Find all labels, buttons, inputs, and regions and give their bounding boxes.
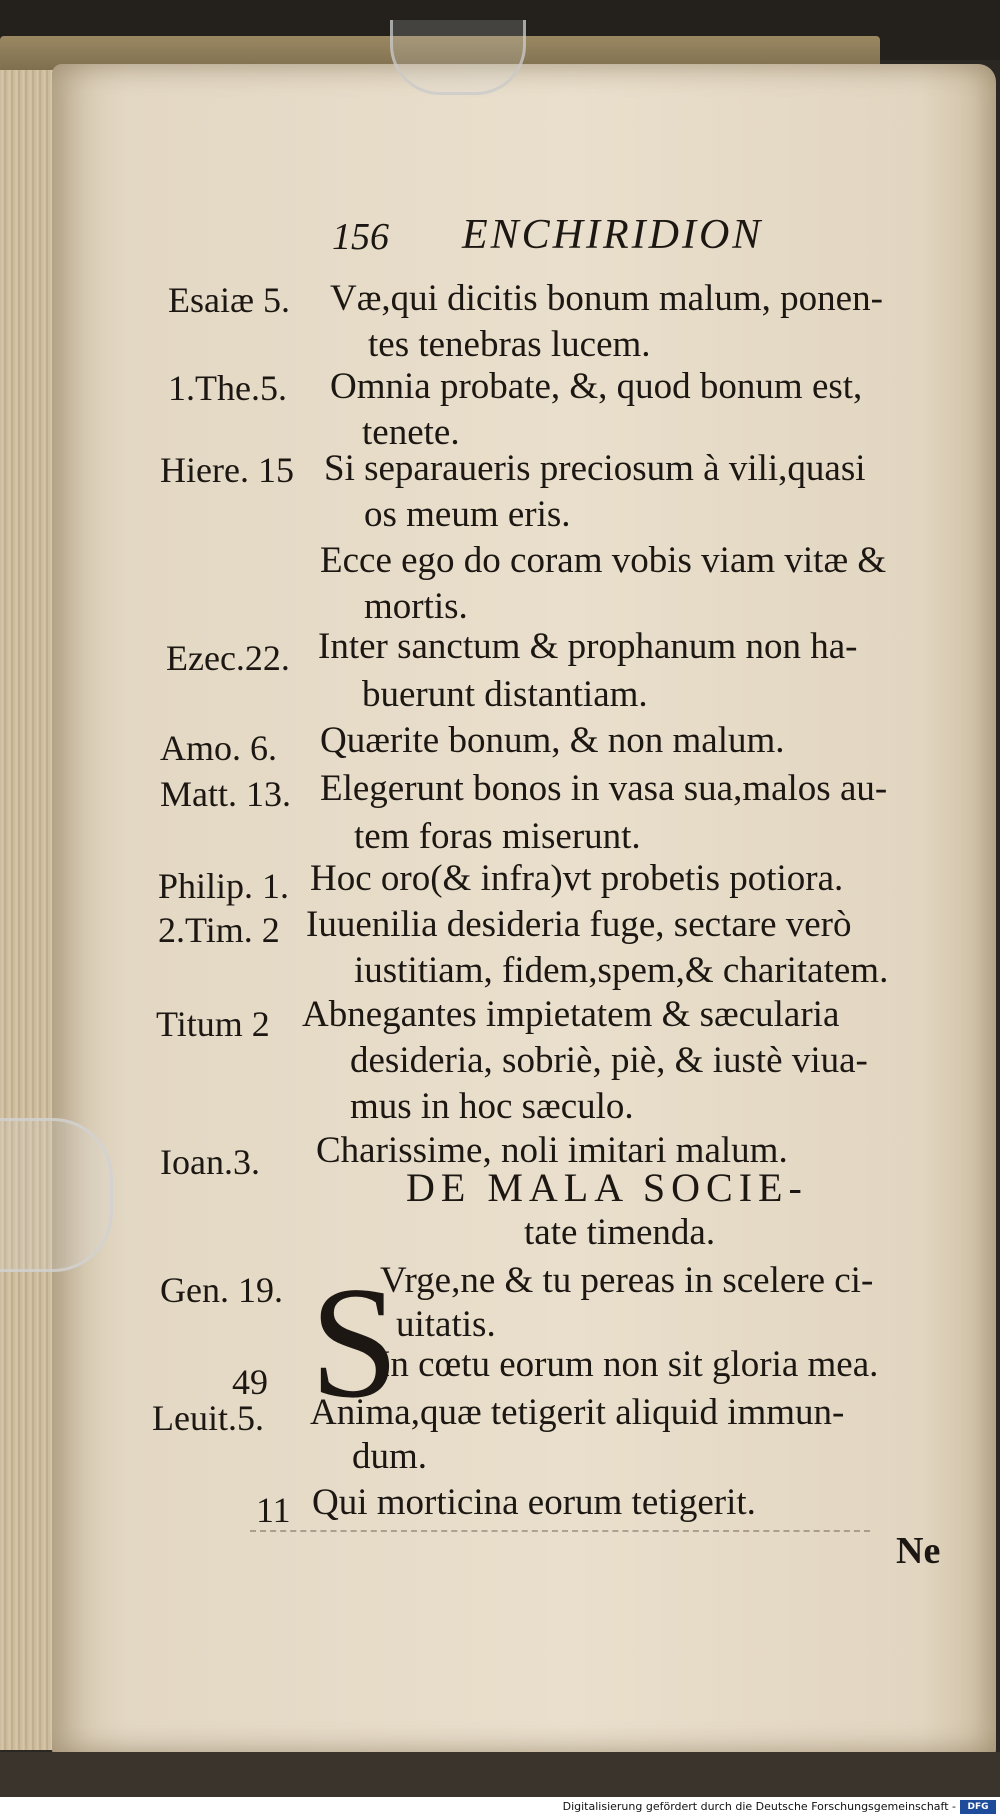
- text-line: dum.: [352, 1436, 428, 1477]
- text-line: Iuuenilia desideria fuge, sectare verò: [306, 904, 852, 945]
- reference-label: Leuit.5.: [152, 1398, 264, 1438]
- text-line: Ecce ego do coram vobis viam vitæ &: [320, 540, 887, 581]
- text-line: os meum eris.: [364, 494, 571, 535]
- reference-label: Esaiæ 5.: [168, 280, 290, 320]
- text-line: tem foras miserunt.: [354, 816, 641, 857]
- reference-label: Philip. 1.: [158, 866, 290, 906]
- text-line: Abnegantes impietatem & sæcularia: [302, 994, 840, 1035]
- credit-text: Digitalisierung gefördert durch die Deutsche Forschungsgemeinschaft -: [562, 1800, 956, 1813]
- text-line: Inter sanctum & prophanum non ha-: [318, 626, 858, 667]
- reference-label: Hiere. 15: [160, 450, 294, 490]
- text-line: tenete.: [362, 412, 460, 453]
- text-line: Si separaueris preciosum à vili,quasi: [324, 448, 866, 489]
- text-line: Elegerunt bonos in vasa sua,malos au-: [320, 768, 888, 809]
- reference-label: Gen. 19.: [160, 1270, 283, 1310]
- text-line: Hoc oro(& infra)vt probetis potiora.: [310, 858, 844, 899]
- text-line: Anima,quæ tetigerit aliquid immun-: [310, 1392, 845, 1433]
- page-number: 156: [332, 216, 389, 258]
- reference-label: Ioan.3.: [160, 1142, 260, 1182]
- text-line: Omnia probate, &, quod bonum est,: [330, 366, 863, 407]
- running-title: ENCHIRIDION: [462, 212, 764, 258]
- reference-label: Matt. 13.: [160, 774, 291, 814]
- text-line: mortis.: [364, 586, 468, 627]
- reference-label: 2.Tim. 2: [158, 910, 280, 950]
- text-line: iustitiam, fidem,spem,& charitatem.: [354, 950, 889, 991]
- book-bottom-edge: [0, 1752, 1000, 1797]
- reference-label: Titum 2: [156, 1004, 270, 1044]
- text-line: Vrge,ne & tu pereas in scelere ci-: [380, 1260, 874, 1301]
- page-clip-top: [390, 20, 526, 95]
- reference-label: 1.The.5.: [168, 368, 287, 408]
- dfg-logo: DFG: [960, 1800, 996, 1814]
- show-through-rule: [250, 1530, 870, 1532]
- reference-label: Ezec.22.: [166, 638, 290, 678]
- section-heading: DE MALA SOCIE-: [406, 1165, 808, 1210]
- catchword: Ne: [896, 1530, 941, 1572]
- drop-capital: S: [310, 1253, 399, 1431]
- text-line: Quærite bonum, & non malum.: [320, 720, 785, 761]
- text-line: desideria, sobriè, piè, & iustè viua-: [350, 1040, 868, 1081]
- reference-label: 49: [232, 1362, 268, 1402]
- reference-label: Amo. 6.: [160, 728, 277, 768]
- text-line: buerunt distantiam.: [362, 674, 648, 715]
- text-line: tes tenebras lucem.: [368, 324, 651, 365]
- text-line: uitatis.: [396, 1304, 496, 1345]
- page-clip-left: [0, 1118, 113, 1272]
- digitization-credit: [0, 1797, 1000, 1817]
- text-line: Væ,qui dicitis bonum malum, ponen-: [330, 278, 883, 319]
- text-line: In cœtu eorum non sit gloria mea.: [378, 1344, 879, 1385]
- section-heading-continued: tate timenda.: [524, 1212, 716, 1253]
- text-line: mus in hoc sæculo.: [350, 1086, 634, 1127]
- reference-label: 11: [256, 1490, 291, 1530]
- text-line: Qui morticina eorum tetigerit.: [312, 1482, 756, 1523]
- text-line: Charissime, noli imitari malum.: [316, 1130, 788, 1171]
